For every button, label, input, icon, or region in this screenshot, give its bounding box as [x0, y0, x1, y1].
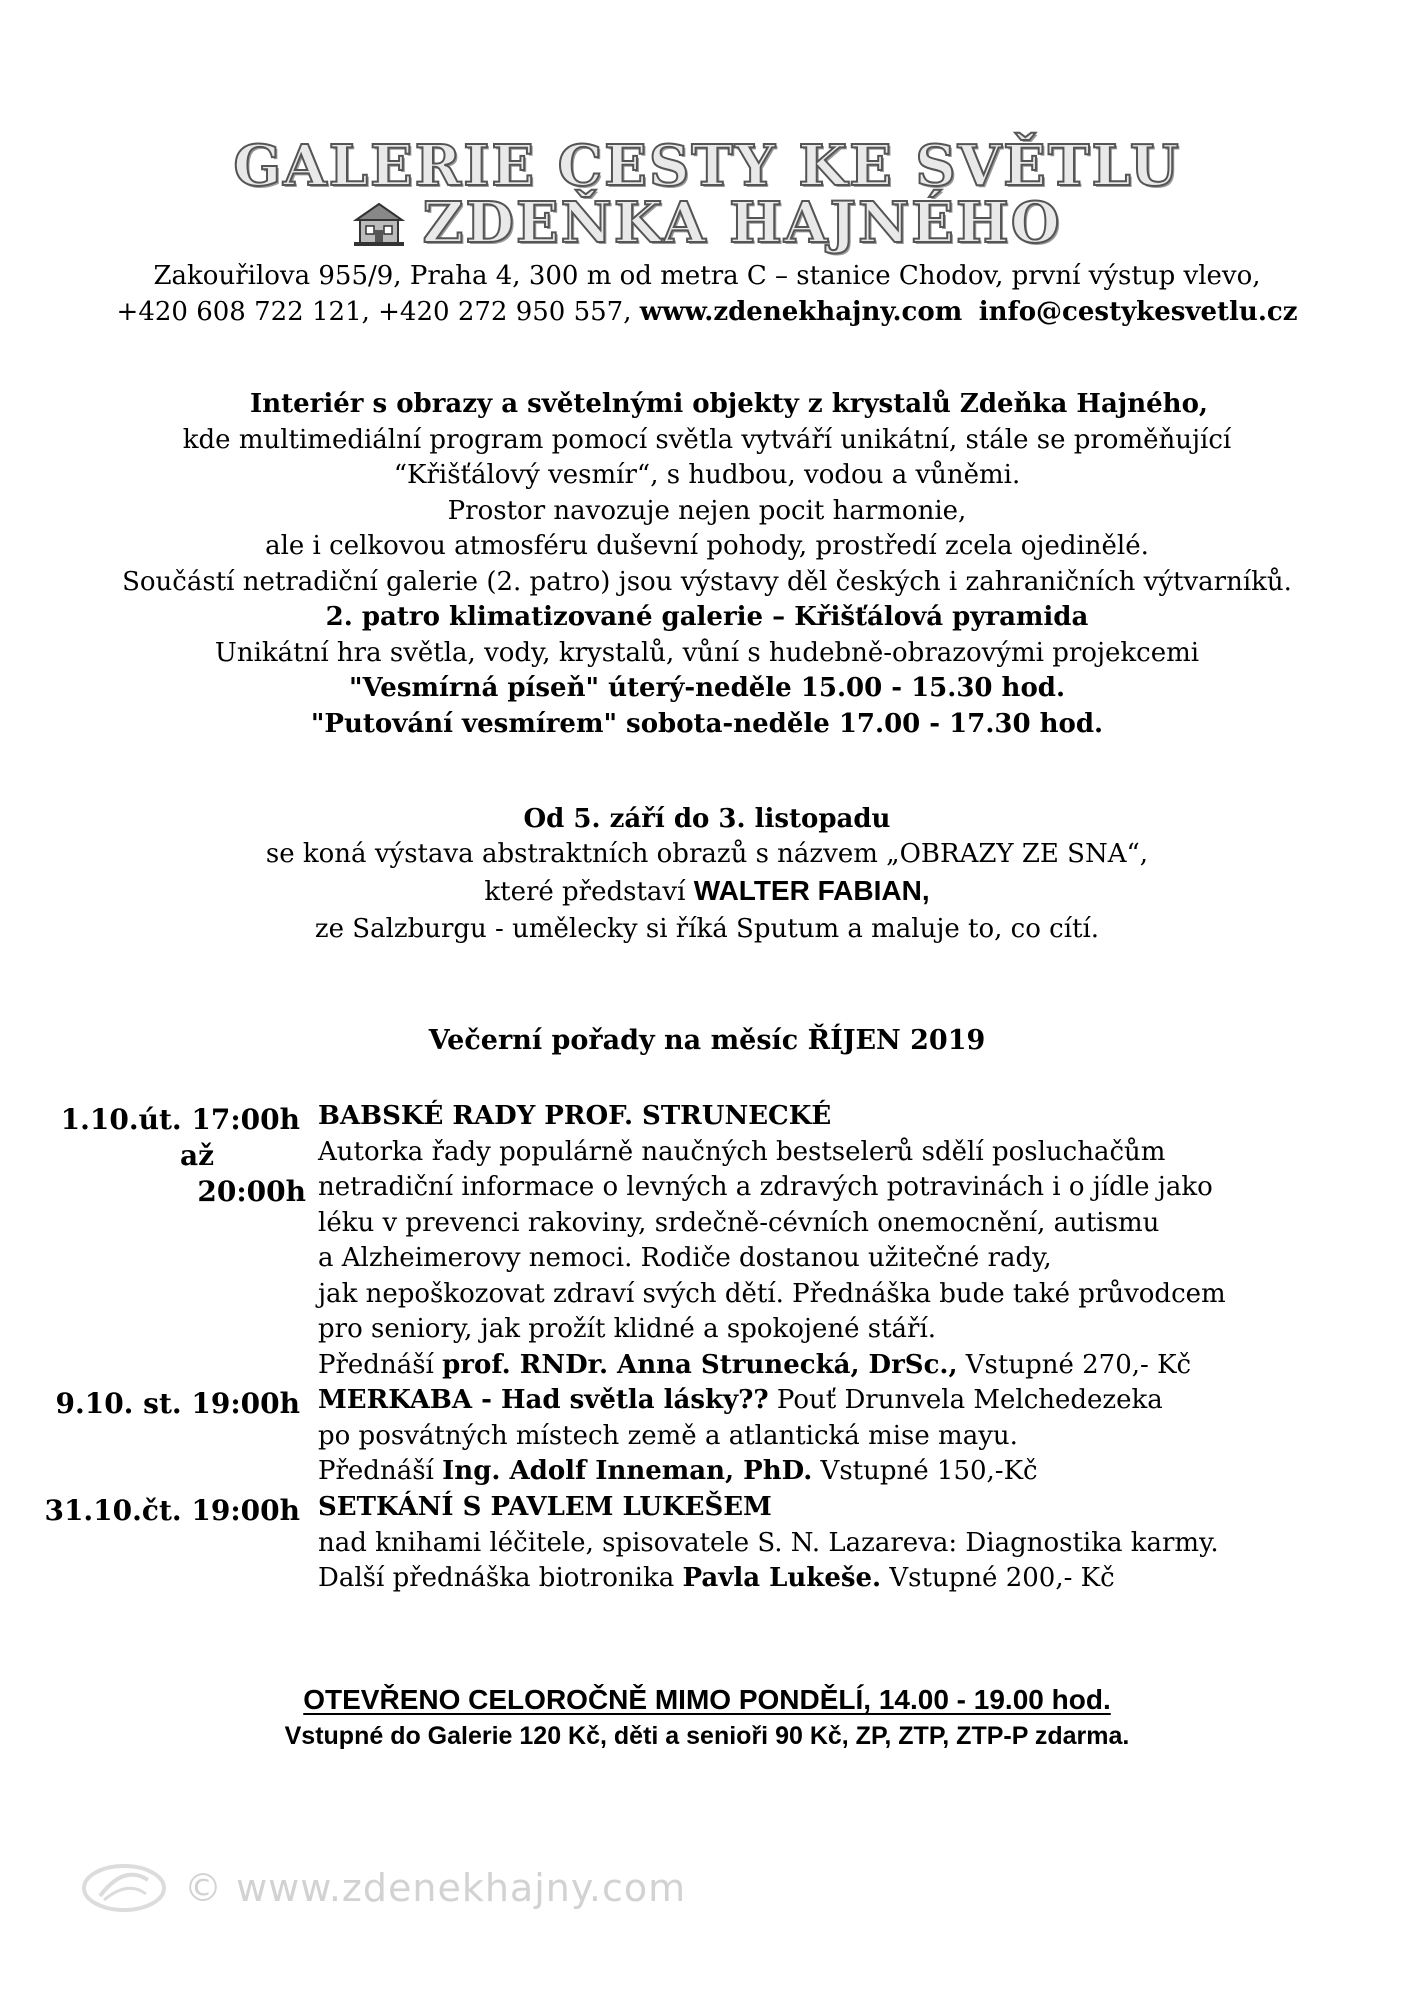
address-line: Zakouřilova 955/9, Praha 4, 300 m od metra C – stanice Chodov, první výstup vlevo, — [153, 261, 1261, 291]
event-speaker-line — [318, 1456, 1038, 1486]
speaker-name: Pavla Lukeše. — [682, 1563, 882, 1593]
event-text: nad knihami léčitele, spisovatele S. N. Lazareva: Diagnostika karmy. — [318, 1528, 1219, 1558]
gallery-subtitle-text: ZDEŇKA HAJNÉHO — [422, 190, 1062, 256]
event-speaker-line — [318, 1563, 1115, 1593]
event-end-time: 20:00h — [197, 1175, 306, 1208]
event-text: léku v prevenci rakoviny, srdečně-cévních onemocnění, autismu — [318, 1208, 1160, 1238]
intro-line: kde multimediální program pomocí světla vytváří unikátní, stále se proměňující — [182, 425, 1232, 455]
intro-line: Součástí netradiční galerie (2. patro) jsou výstavy děl českých i zahraničních výtvarníků. — [122, 567, 1292, 597]
event-until: až — [179, 1139, 214, 1172]
event-text: Autorka řady populárně naučných bestselerů sdělí posluchačům — [318, 1137, 1166, 1167]
exhibition-line: ze Salzburgu - umělecky si říká Sputum a maluje to, co cítí. — [314, 914, 1100, 944]
program-heading: Večerní pořady na měsíc ŘÍJEN 2019 — [428, 1025, 986, 1056]
exhibition-line: se koná výstava abstraktních obrazů s názvem „OBRAZY ZE SNA“, — [265, 839, 1149, 869]
intro-line: “Křišťálový vesmír“, s hudbou, vodou a vůněmi. — [393, 460, 1021, 490]
event-datetime: 31.10.čt. 19:00h — [44, 1494, 300, 1527]
opening-hours: OTEVŘENO CELOROČNĚ MIMO PONDĚLÍ, 14.00 - 19.00 hod. — [303, 1684, 1111, 1715]
watermark — [78, 1860, 686, 1916]
pyramid-heading: 2. patro klimatizované galerie – Křišťálová pyramida — [325, 602, 1089, 632]
gallery-logo-icon — [352, 200, 406, 248]
speaker-prefix: Přednáší — [318, 1350, 443, 1380]
speaker-name: Ing. Adolf Inneman, PhD. — [442, 1456, 813, 1486]
event-fee: Vstupné 270,- Kč — [957, 1350, 1192, 1380]
event-text: pro seniory, jak prožít klidné a spokojené stáří. — [318, 1314, 937, 1344]
artist-name: WALTER FABIAN, — [693, 875, 930, 906]
admission-prices: Vstupné do Galerie 120 Kč, děti a senioři 90 Kč, ZP, ZTP, ZTP-P zdarma. — [284, 1722, 1130, 1750]
exhibition-dates: Od 5. září do 3. listopadu — [523, 804, 891, 834]
speaker-prefix: Přednáší — [318, 1456, 443, 1486]
phone-numbers: +420 608 722 121, +420 272 950 557, — [116, 297, 632, 327]
contact-line — [0, 295, 1414, 329]
event-speaker-line — [318, 1350, 1191, 1380]
intro-line: ale i celkovou atmosféru duševní pohody, prostředí zcela ojedinělé. — [265, 531, 1149, 561]
gallery-title: GALERIE CESTY KE SVĚTLU — [233, 133, 1181, 199]
speaker-prefix: Další přednáška biotronika — [318, 1563, 683, 1593]
show-schedule: "Putování vesmírem" sobota-neděle 17.00 - 17.30 hod. — [310, 709, 1104, 739]
email-link[interactable]: info@cestykesvetlu.cz — [978, 297, 1298, 327]
event-title-rest: Pouť Drunvela Melchedezeka — [768, 1385, 1163, 1415]
event-text: a Alzheimerovy nemoci. Rodiče dostanou užitečné rady, — [318, 1243, 1052, 1273]
exhibition-line-prefix: které představí — [484, 877, 694, 907]
event-title: SETKÁNÍ S PAVLEM LUKEŠEM — [318, 1492, 772, 1522]
event-title: MERKABA - Had světla lásky?? — [318, 1385, 769, 1415]
exhibition-artist-line — [0, 874, 1414, 909]
event-title-line — [318, 1385, 1163, 1415]
intro-heading: Interiér s obrazy a světelnými objekty z krystalů Zdeňka Hajného, — [250, 389, 1208, 419]
event-fee: Vstupné 150,-Kč — [812, 1456, 1038, 1486]
gallery-subtitle — [0, 190, 1414, 256]
show-schedule: "Vesmírná píseň" úterý-neděle 15.00 - 15.30 hod. — [348, 673, 1066, 703]
intro-line: Unikátní hra světla, vody, krystalů, vůní s hudebně-obrazovými projekcemi — [214, 638, 1200, 668]
watermark-text: © www.zdenekhajny.com — [184, 1866, 687, 1910]
intro-line: Prostor navozuje nejen pocit harmonie, — [447, 496, 967, 526]
website-link[interactable]: www.zdenekhajny.com — [639, 297, 963, 327]
event-datetime: 9.10. st. 19:00h — [55, 1387, 300, 1420]
event-title: BABSKÉ RADY PROF. STRUNECKÉ — [318, 1101, 832, 1131]
event-fee: Vstupné 200,- Kč — [881, 1563, 1115, 1593]
watermark-logo-icon — [78, 1860, 170, 1916]
speaker-name: prof. RNDr. Anna Strunecká, DrSc., — [442, 1350, 958, 1380]
event-datetime: 1.10.út. 17:00h — [60, 1103, 300, 1136]
event-text: po posvátných místech země a atlantická mise mayu. — [318, 1421, 1018, 1451]
event-text: jak nepoškozovat zdraví svých dětí. Přednáška bude také průvodcem — [318, 1279, 1226, 1309]
event-text: netradiční informace o levných a zdravých potravinách i o jídle jako — [318, 1172, 1213, 1202]
